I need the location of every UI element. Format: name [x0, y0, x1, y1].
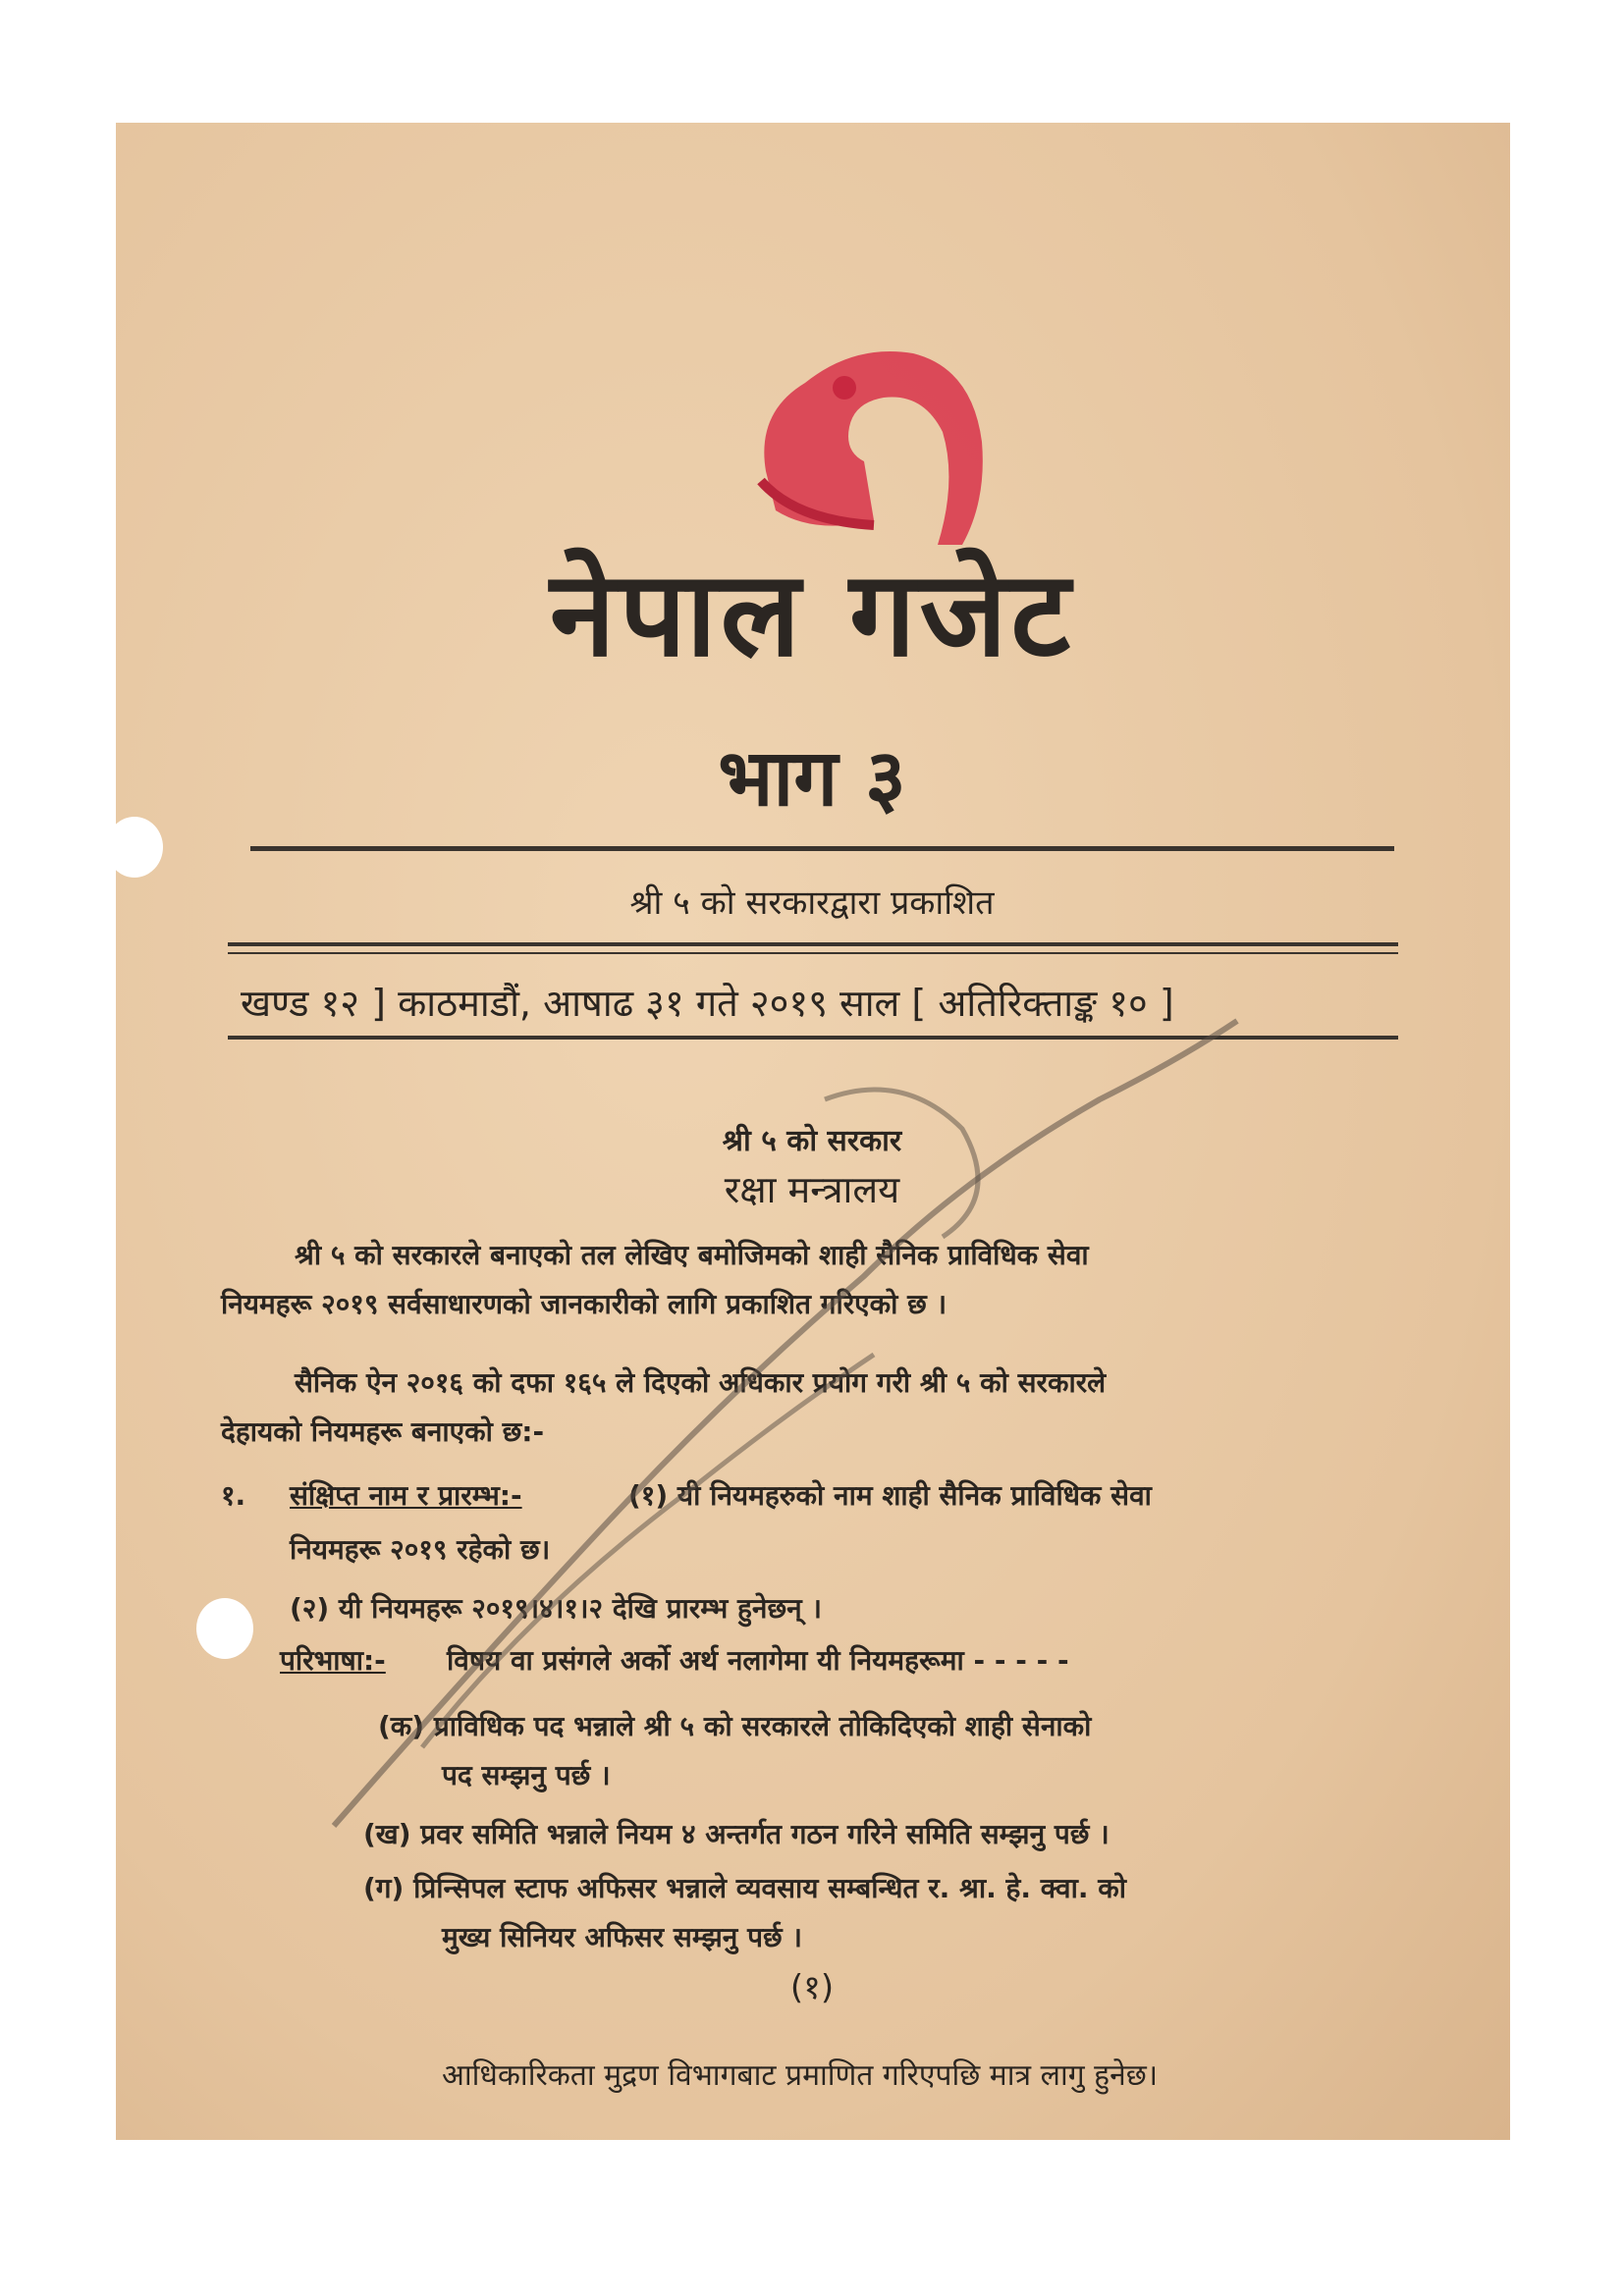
supplement-label: [ अतिरिक्ताङ्क १० ] [911, 982, 1174, 1025]
gazette-title: नेपाल गजेट [549, 547, 1075, 683]
punch-hole [196, 1598, 253, 1659]
definition-clause: (ग) प्रिन्सिपल स्टाफ अफिसर भन्नाले व्यवसाय सम्बन्धित र. श्रा. हे. क्वा. को [363, 1872, 1126, 1904]
rule-text: (१) यी नियमहरुको नाम शाही सैनिक प्राविधिक सेवा [628, 1479, 1152, 1512]
intro-line: श्री ५ को सरकारले बनाएको तल लेखिए बमोजिमको शाही सैनिक प्राविधिक सेवा [295, 1239, 1089, 1271]
intro-line: सैनिक ऐन २०१६ को दफा १६५ ले दिएको अधिकार प्रयोग गरी श्री ५ को सरकारले [295, 1366, 1107, 1399]
divider [228, 952, 1398, 954]
publisher-line: श्री ५ को सरकारद्वारा प्रकाशित [629, 883, 995, 923]
definition-heading: परिभाषा:- [280, 1644, 386, 1677]
rule-heading: संक्षिप्त नाम र प्रारम्भ:- [290, 1479, 522, 1512]
rule-subclause: (२) यी नियमहरू २०१९।४।१।२ देखि प्रारम्भ हुनेछन् । [290, 1592, 822, 1625]
ministry-heading: रक्षा मन्त्रालय [724, 1168, 900, 1211]
definition-clause: पद सम्झनु पर्छ । [442, 1759, 611, 1791]
divider [228, 942, 1398, 946]
authenticity-footer: आधिकारिकता मुद्रण विभागबाट प्रमाणित गरिएपछि मात्र लागु हुनेछ। [442, 2058, 1159, 2093]
rule-number: १. [221, 1479, 246, 1512]
definition-text: विषय वा प्रसंगले अर्को अर्थ नलागेमा यी नियमहरूमा - - - - - [447, 1644, 1069, 1677]
divider [228, 1036, 1398, 1040]
government-heading: श्री ५ को सरकार [722, 1124, 902, 1158]
volume-label: खण्ड १२ ] [241, 982, 386, 1025]
intro-line: नियमहरू २०१९ सर्वसाधारणको जानकारीको लागि प्रकाशित गरिएको छ । [221, 1288, 947, 1320]
page-number: (१) [789, 1968, 835, 2007]
definition-clause: मुख्य सिनियर अफिसर सम्झनु पर्छ । [442, 1921, 802, 1953]
definition-clause: (क) प्राविधिक पद भन्नाले श्री ५ को सरकारले तोकिदिएको शाही सेनाको [378, 1710, 1092, 1742]
intro-line: देहायको नियमहरू बनाएको छ:- [221, 1415, 545, 1448]
issue-line [241, 977, 1399, 1028]
royal-crown-emblem [727, 324, 1001, 550]
part-number: भाग ३ [718, 732, 906, 824]
issue-date: काठमाडौं, आषाढ ३१ गते २०१९ साल [398, 982, 900, 1025]
definition-clause: (ख) प्रवर समिति भन्नाले नियम ४ अन्तर्गत गठन गरिने समिति सम्झनु पर्छ । [363, 1818, 1110, 1850]
rule-text: नियमहरू २०१९ रहेको छ। [290, 1533, 551, 1566]
divider [250, 846, 1394, 851]
